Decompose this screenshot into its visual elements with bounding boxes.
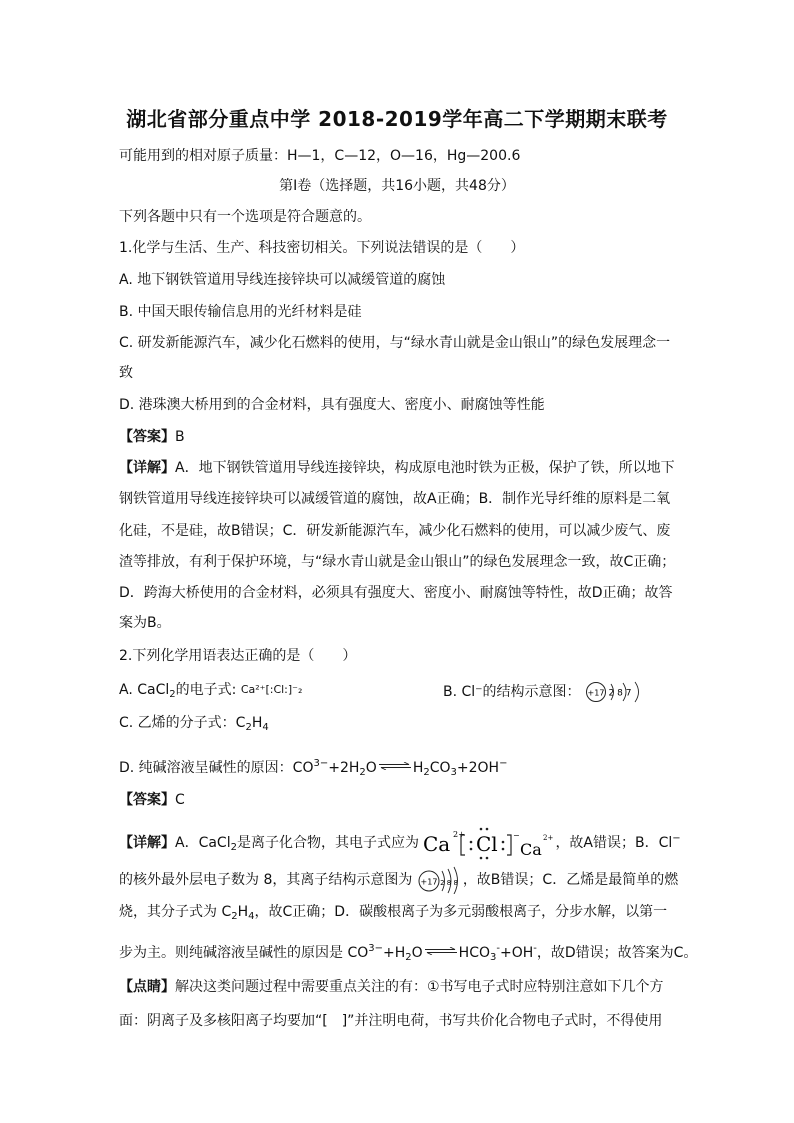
e1-sub: 2	[230, 842, 237, 853]
q2-d-right-sub2: 3	[450, 767, 457, 778]
q1-stem: 1.化学与生活、生产、科技密切相关。下列说法错误的是（ ）	[119, 240, 525, 256]
q1-option-c: C. 研发新能源汽车，减少化石燃料的使用，与“绿水青山就是金山银山”的绿色发展理念一	[119, 335, 671, 351]
q2-option-a	[119, 681, 302, 704]
svg-text:Ca: Ca	[423, 832, 451, 856]
answer-value: B	[175, 429, 185, 445]
q2-note-2: 面：阴离子及多核阳离子均要加“[ ]”并注明电荷，书写共价化合物电子式时，不得使用	[119, 1013, 663, 1029]
e1-b: 是离子化合物，其电子式应为	[236, 835, 419, 851]
q2-option-b	[443, 681, 655, 703]
q2-b-text: B. Cl⁻的结构示意图：	[443, 684, 581, 700]
e4-d: HCO	[458, 945, 490, 961]
e3-mid: H	[237, 904, 249, 920]
answer-label: 【答案】	[119, 792, 175, 808]
q1-option-a: A. 地下钢铁管道用导线连接锌块可以减缓管道的腐蚀	[119, 272, 446, 288]
q2-d-sup: 3−	[313, 758, 329, 769]
e4-sup2: -	[496, 943, 500, 954]
q2-option-d	[119, 755, 507, 782]
e2-a: 的核外最外层电子数为 8，其离子结构示意图为	[119, 872, 413, 888]
atomic-masses-line: 可能用到的相对原子质量：H—1，C—12，O—16，Hg—200.6	[119, 148, 521, 164]
q2-d-prefix: D. 纯碱溶液呈碱性的原因：CO	[119, 760, 314, 776]
q2-d-right2: CO	[429, 760, 451, 776]
q2-d-mid: +2H	[328, 760, 360, 776]
svg-text:Cl: Cl	[476, 832, 499, 856]
q2-option-c	[119, 714, 269, 737]
q2-explain-2	[119, 866, 678, 894]
q2-d-o: O	[365, 760, 377, 776]
e4-sup: 3−	[368, 943, 383, 954]
e4-sub2: 3	[490, 952, 497, 963]
q2-explain-4	[119, 940, 697, 967]
q2-d-right-sup: −	[499, 758, 508, 769]
q1-explain-6: 案为B。	[119, 615, 171, 631]
q2-c-sub1: 2	[245, 722, 252, 733]
q2-d-right3: +2OH	[456, 760, 500, 776]
svg-text:−: −	[513, 831, 521, 840]
e1-a: A．CaCl	[175, 835, 231, 851]
answer-label: 【答案】	[119, 429, 175, 445]
q1-explain-5: D．跨海大桥使用的合金材料，必须具有强度大、密度小、耐腐蚀等特性，故D正确；故答	[119, 585, 673, 601]
q2-d-right-sub: 2	[423, 767, 430, 778]
explain-text: A．地下钢铁管道用导线连接锌块，构成原电池时铁为正极，保护了铁，所以地下	[175, 460, 675, 476]
equilibrium-arrow-icon	[378, 762, 412, 770]
q2-answer	[119, 791, 185, 809]
e4-sup3: -	[533, 943, 537, 954]
e3-sub1: 2	[231, 911, 238, 922]
svg-text:+17: +17	[420, 877, 438, 887]
q1-explain-4: 渣等排放，有利于保护环境，与“绿水青山就是金山银山”的绿色发展理念一致，故C正确；	[119, 554, 676, 570]
svg-text:Ca: Ca	[520, 840, 543, 859]
e4-c: O	[411, 945, 423, 961]
cacl2-electron-formula-large	[423, 826, 555, 860]
cl-ion-structure-diagram	[585, 681, 655, 703]
q2-c-prefix: C. 乙烯的分子式：C	[119, 715, 246, 731]
explain-label: 【详解】	[119, 460, 175, 476]
equilibrium-arrow-icon	[424, 947, 458, 955]
e4-b: +H	[383, 945, 406, 961]
cl-ion-structure-diagram-correct	[417, 866, 463, 894]
e3-sub2: 4	[248, 911, 255, 922]
e2-b: ，故B错误；C．乙烯是最简单的燃	[462, 872, 679, 888]
e1-c: ，故A错误；B．Cl	[555, 835, 673, 851]
q2-stem: 2.下列化学用语表达正确的是（ ）	[119, 648, 357, 664]
q1-option-c-cont: 致	[119, 365, 133, 381]
q2-note-1	[119, 978, 664, 996]
e4-sub: 2	[405, 952, 412, 963]
page-title: 湖北省部分重点中学 2018-2019学年高二下学期期末联考	[126, 107, 668, 131]
e4-a: 步为主。则纯碱溶液呈碱性的原因是 CO	[119, 945, 369, 961]
shell-electrons: 2 8 7	[608, 688, 632, 699]
q2-explain-1	[119, 826, 681, 860]
e3-a: 烧，其分子式为 C	[119, 904, 232, 920]
q1-option-d: D. 港珠澳大桥用到的合金材料，具有强度大、密度小、耐腐蚀等性能	[119, 397, 545, 413]
q1-option-b: B. 中国天眼传输信息用的光纤材料是硅	[119, 304, 362, 320]
svg-text:2+: 2+	[543, 834, 554, 842]
svg-text:2 8 8: 2 8 8	[439, 879, 458, 887]
instructions: 下列各题中只有一个选项是符合题意的。	[119, 209, 371, 225]
q2-c-sub2: 4	[262, 722, 269, 733]
q2-d-right: H	[412, 760, 424, 776]
cacl2-electron-formula: Ca²⁺[:Cl:]⁻₂	[240, 683, 303, 696]
svg-text:2+: 2+	[453, 830, 466, 839]
q2-a-suffix: 的电子式:	[175, 682, 237, 698]
note-label: 【点睛】	[119, 979, 175, 995]
q1-answer	[119, 428, 185, 446]
e4-f: ，故D错误；故答案为C。	[536, 945, 698, 961]
q2-a-prefix: A. CaCl	[119, 682, 170, 698]
q2-explain-3	[119, 903, 667, 926]
q2-c-mid: H	[251, 715, 263, 731]
section-header: 第Ⅰ卷（选择题，共16小题，共48分）	[279, 178, 515, 194]
note-text: 解决这类问题过程中需要重点关注的有：①书写电子式时应特别注意如下几个方	[175, 979, 664, 995]
nucleus-label: +17	[587, 688, 605, 698]
e4-e: +OH	[499, 945, 534, 961]
explain-label: 【详解】	[119, 835, 175, 851]
q1-explain-1	[119, 459, 675, 477]
e1-sup: −	[672, 833, 681, 844]
q1-explain-2: 钢铁管道用导线连接锌块可以减缓管道的腐蚀，故A正确；B．制作光导纤维的原料是二氧	[119, 491, 671, 507]
q1-explain-3: 化硅，不是硅，故B错误；C．研发新能源汽车，减少化石燃料的使用，可以减少废气、废	[119, 523, 671, 539]
q2-a-sub: 2	[169, 689, 176, 700]
q2-d-sub: 2	[359, 767, 366, 778]
e3-b: ，故C正确；D．碳酸根离子为多元弱酸根离子，分步水解，以第一	[254, 904, 668, 920]
answer-value: C	[175, 792, 185, 808]
